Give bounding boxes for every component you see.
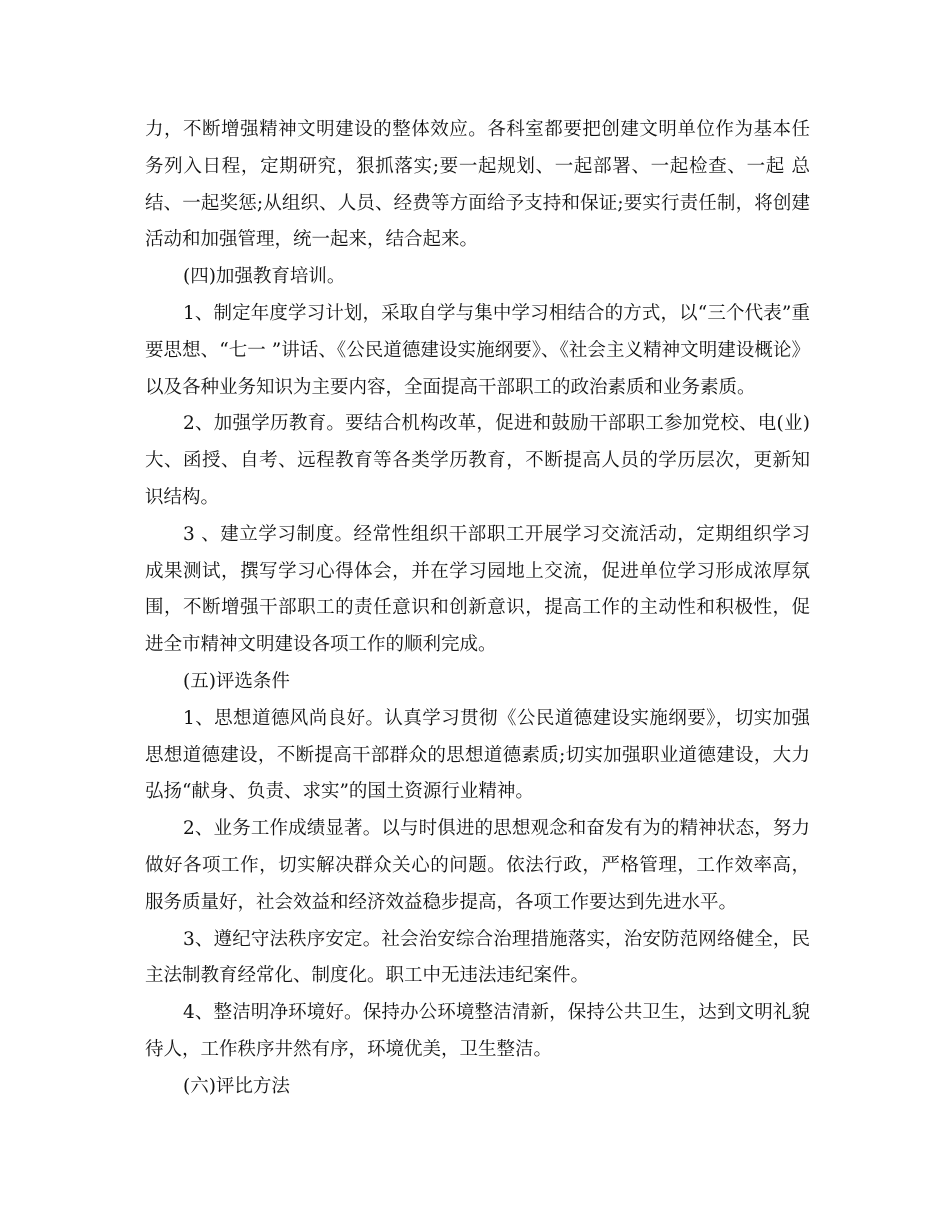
paragraph-item: 4、整洁明净环境好。保持办公环境整洁清新，保持公共卫生，达到文明礼貌待人，工作秩序井然有序，环境优美，卫生整洁。 (145, 1002, 810, 1060)
section-heading-five: (五)评选条件 (183, 670, 290, 692)
paragraph-item: 1、制定年度学习计划，采取自学与集中学习相结合的方式，以“三个代表”重要思想、“七一 ”讲话、《公民道德建设实施纲要》、《社会主义精神文明建设概论》以及各种业务知识为主要内容，全面提高干部职工的政治素质和业务素质。 (145, 302, 810, 398)
paragraph-item: 3、遵纪守法秩序安定。社会治安综合治理措施落实，治安防范网络健全，民主法制教育经常化、制度化。职工中无违法违纪案件。 (145, 928, 810, 987)
section-heading-four: (四)加强教育培训。 (183, 266, 346, 288)
paragraph-item: 1、思想道德风尚良好。认真学习贯彻《公民道德建设实施纲要》，切实加强思想道德建设，不断提高干部群众的思想道德素质;切实加强职业道德建设，大力弘扬“献身、负责、求实”的国土资源行业精神。 (145, 707, 810, 803)
section-heading-six: (六)评比方法 (183, 1075, 290, 1097)
paragraph-item: 2、加强学历教育。要结合机构改革，促进和鼓励干部职工参加党校、电(业)大、函授、自考、远程教育等各类学历教育，不断提高人员的学历层次，更新知识结构。 (145, 413, 810, 508)
paragraph-item: 3 、建立学习制度。经常性组织干部职工开展学习交流活动，定期组织学习成果测试，撰写学习心得体会，并在学习园地上交流，促进单位学习形成浓厚氛围，不断增强干部职工的责任意识和创新意识，提高工作的主动性和积极性，促进全市精神文明建设各项工作的顺利完成。 (145, 523, 810, 656)
document-body (145, 112, 810, 1106)
paragraph-continuation: 力，不断增强精神文明建设的整体效应。各科室都要把创建文明单位作为基本任务列入日程，定期研究，狠抓落实;要一起规划、一起部署、一起检查、一起 总结、一起奖惩;从组织、人员、经费等方面给予支持和保证;要实行责任制，将创建活动和加强管理，统一起来，结合起来。 (145, 119, 810, 251)
paragraph-item: 2、业务工作成绩显著。以与时俱进的思想观念和奋发有为的精神状态，努力做好各项工作，切实解决群众关心的问题。依法行政，严格管理，工作效率高，服务质量好，社会效益和经济效益稳步提高，各项工作要达到先进水平。 (145, 818, 810, 913)
